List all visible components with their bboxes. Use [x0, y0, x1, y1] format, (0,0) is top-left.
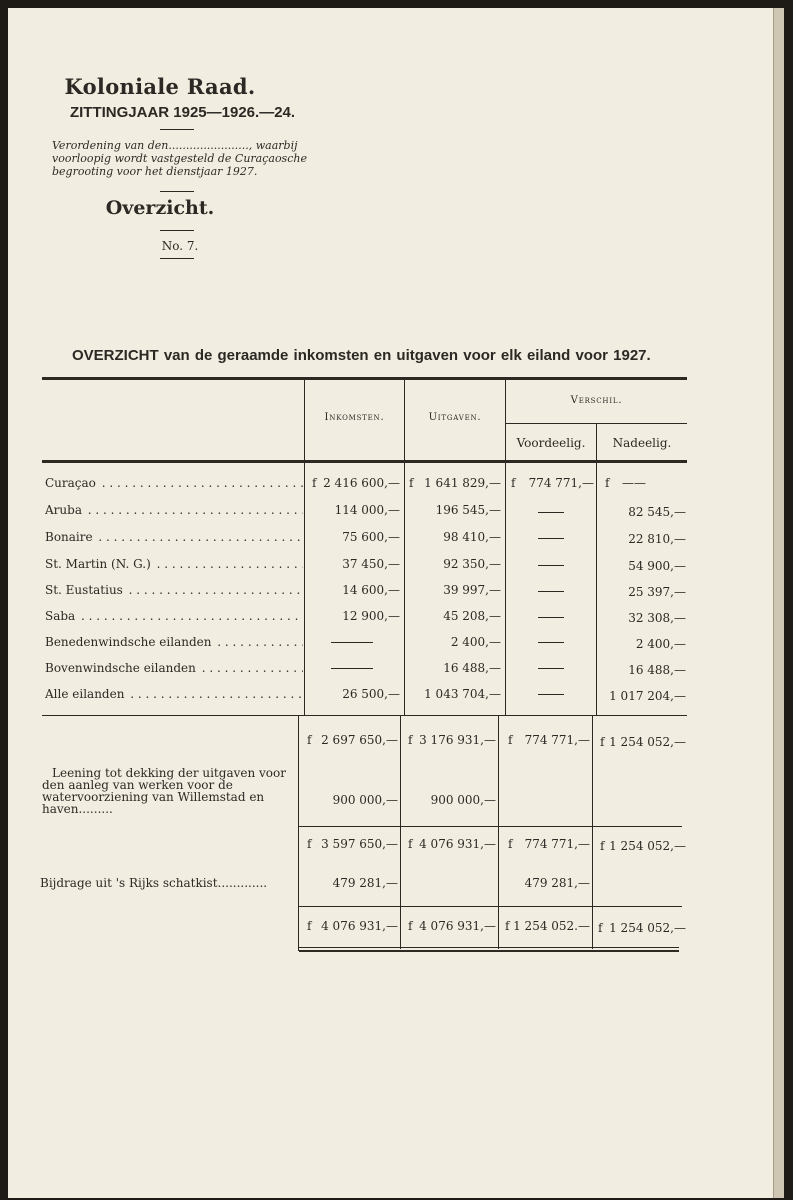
ordinance-intro: Verordening van den......................., waarbij voorloopig wordt vastgesteld de Curaçaosche begrooting voor het dienstjaar 1927.	[52, 139, 307, 178]
col-deficit-header: Nadeelig.	[612, 436, 672, 450]
income-value: 37 450,—	[342, 557, 400, 571]
col-income-header: Inkomsten.	[324, 412, 385, 423]
income-value: 2 416 600,—	[323, 476, 400, 490]
empty-dash	[538, 668, 564, 669]
expenses-value: 1 641 829,—	[424, 476, 501, 490]
deficit-value: ——	[622, 476, 646, 490]
page-binding-edge	[773, 8, 784, 1198]
row-name: Bonaire	[45, 530, 93, 544]
subtotal-deficit: 1 254 052,—	[609, 839, 686, 853]
row-name: Bovenwindsche eilanden	[45, 661, 196, 675]
deficit-value: 16 488,—	[628, 663, 686, 677]
empty-dash	[331, 668, 373, 669]
deficit-value: 1 017 204,—	[609, 689, 686, 703]
row-name: Curaçao	[45, 476, 96, 490]
expenses-value: 16 488,—	[443, 661, 501, 675]
expenses-value: 39 997,—	[443, 583, 501, 597]
deficit-value: 25 397,—	[628, 585, 686, 599]
total-surplus: 1 254 052.—	[513, 919, 590, 933]
loan-description: Leening tot dekking der uitgaven voor den aanleg van werken voor de watervoorziening van Willemstad en haven.........	[42, 766, 286, 816]
deficit-value: 32 308,—	[628, 611, 686, 625]
deficit-value: 82 545,—	[628, 505, 686, 519]
document-number: No. 7.	[161, 239, 199, 253]
surplus-value: 774 771,—	[528, 476, 594, 490]
divider	[160, 129, 194, 130]
subtotal-expenses: 4 076 931,—	[419, 837, 496, 851]
divider	[160, 258, 194, 259]
council-title: Koloniale Raad.	[64, 74, 256, 99]
row-name: Benedenwindsche eilanden	[45, 635, 212, 649]
col-difference-header: Verschil.	[570, 395, 623, 406]
loan-income: 900 000,—	[332, 793, 398, 807]
subtotal-surplus: 774 771,—	[524, 733, 590, 747]
section-title: Overzicht.	[105, 197, 215, 219]
expenses-value: 196 545,—	[435, 503, 501, 517]
subtotal-expenses: 3 176 931,—	[419, 733, 496, 747]
income-value: 14 600,—	[342, 583, 400, 597]
income-value: 12 900,—	[342, 609, 400, 623]
deficit-value: 2 400,—	[635, 637, 686, 651]
contribution-surplus: 479 281,—	[524, 876, 590, 890]
divider	[160, 230, 194, 231]
loan-expenses: 900 000,—	[430, 793, 496, 807]
income-value: 75 600,—	[342, 530, 400, 544]
row-name: St. Eustatius	[45, 583, 123, 597]
income-value: 26 500,—	[342, 687, 400, 701]
subtotal-income: 3 597 650,—	[321, 837, 398, 851]
row-name: Alle eilanden	[45, 687, 125, 701]
empty-dash	[538, 591, 564, 592]
deficit-value: 22 810,—	[628, 532, 686, 546]
expenses-value: 45 208,—	[443, 609, 501, 623]
total-expenses: 4 076 931,—	[419, 919, 496, 933]
document-page	[8, 8, 782, 1198]
table-heading: OVERZICHT van de geraamde inkomsten en uitgaven voor elk eiland voor 1927.	[72, 347, 651, 364]
subtotal-deficit: 1 254 052,—	[609, 735, 686, 749]
total-deficit: 1 254 052,—	[609, 921, 686, 935]
empty-dash	[331, 642, 373, 643]
col-surplus-header: Voordeelig.	[516, 436, 586, 450]
col-expenses-header: Uitgaven.	[428, 412, 482, 423]
subtotal-surplus: 774 771,—	[524, 837, 590, 851]
expenses-value: 98 410,—	[443, 530, 501, 544]
row-name: Aruba	[45, 503, 82, 517]
contribution-description: Bijdrage uit 's Rijks schatkist.............	[40, 876, 268, 890]
row-name: St. Martin (N. G.)	[45, 557, 151, 571]
empty-dash	[538, 617, 564, 618]
empty-dash	[538, 694, 564, 695]
empty-dash	[538, 512, 564, 513]
contribution-income: 479 281,—	[332, 876, 398, 890]
total-income: 4 076 931,—	[321, 919, 398, 933]
expenses-value: 2 400,—	[450, 635, 501, 649]
empty-dash	[538, 565, 564, 566]
income-value: 114 000,—	[334, 503, 400, 517]
expenses-value: 1 043 704,—	[424, 687, 501, 701]
row-name: Saba	[45, 609, 76, 623]
expenses-value: 92 350,—	[443, 557, 501, 571]
subtotal-income: 2 697 650,—	[321, 733, 398, 747]
deficit-value: 54 900,—	[628, 559, 686, 573]
empty-dash	[538, 538, 564, 539]
session-year: ZITTINGJAAR 1925—1926.—24.	[69, 104, 296, 121]
divider	[160, 191, 194, 192]
empty-dash	[538, 642, 564, 643]
